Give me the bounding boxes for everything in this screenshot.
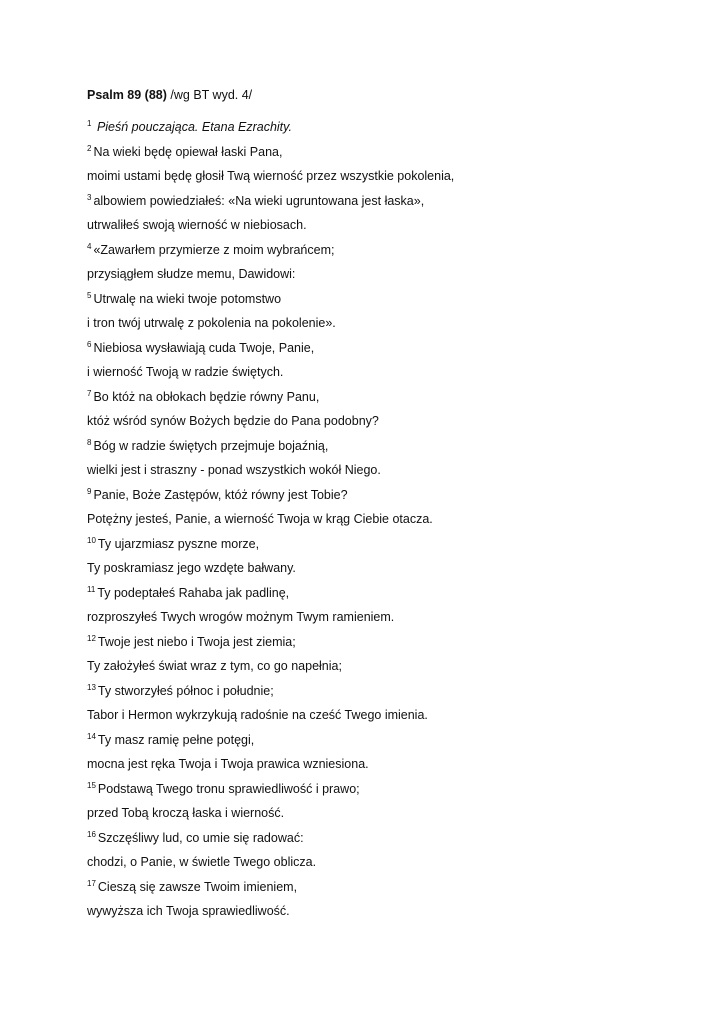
verse-text: Bóg w radzie świętych przejmuje bojaźnią, (93, 438, 329, 453)
verse-number: 8 (87, 437, 92, 447)
verse-line (87, 707, 687, 732)
verse-number: 2 (87, 143, 92, 153)
verse-text: Niebiosa wysławiają cuda Twoje, Panie, (93, 340, 315, 355)
verse-text: wywyższa ich Twoja sprawiedliwość. (87, 904, 290, 918)
title-translation-note: /wg BT wyd. 4/ (170, 88, 253, 102)
verse-line (87, 364, 687, 389)
verse-line (87, 585, 687, 610)
verse-text: i tron twój utrwalę z pokolenia na pokolenie». (87, 316, 336, 330)
verse-text: przysiągłem słudze memu, Dawidowi: (87, 267, 296, 281)
verse-number: 3 (87, 192, 92, 202)
verse-number: 12 (87, 633, 96, 643)
verse-line (87, 438, 687, 463)
verse-line (87, 168, 687, 193)
verse-text: mocna jest ręka Twoja i Twoja prawica wzniesiona. (87, 757, 369, 771)
verse-text: Ty założyłeś świat wraz z tym, co go napełnia; (87, 659, 342, 673)
verse-line (87, 340, 687, 365)
verse-line (87, 291, 687, 316)
verse-line (87, 217, 687, 242)
verse-number: 11 (87, 584, 96, 594)
verse-number: 1 (87, 119, 92, 128)
verse-text: Bo któż na obłokach będzie równy Panu, (93, 389, 320, 404)
verse-line (87, 413, 687, 438)
verse-text: Ty stworzyłeś północ i południe; (97, 683, 274, 698)
verse-text: chodzi, o Panie, w świetle Twego oblicza. (87, 855, 317, 869)
verse-number: 17 (87, 878, 96, 888)
verse-number: 10 (87, 535, 96, 545)
verse-text: Twoje jest niebo i Twoja jest ziemia; (97, 634, 296, 649)
verse-number: 13 (87, 682, 96, 692)
verse-text: albowiem powiedziałeś: «Na wieki ugruntowana jest łaska», (93, 193, 425, 208)
verse-line (87, 609, 687, 634)
verse-text: Tabor i Hermon wykrzykują radośnie na cześć Twego imienia. (87, 708, 428, 722)
verse-line (87, 634, 687, 659)
verse-text: Ty podeptałeś Rahaba jak padlinę, (97, 585, 290, 600)
verse-number: 5 (87, 290, 92, 300)
verse-line (87, 854, 687, 879)
verse-number: 15 (87, 780, 96, 790)
verse-text: Ty ujarzmiasz pyszne morze, (97, 536, 260, 551)
verse-text: Potężny jesteś, Panie, a wierność Twoja w krąg Ciebie otacza. (87, 512, 433, 526)
verse-line (87, 266, 687, 291)
title-psalm: Psalm 89 (88) (87, 88, 167, 102)
verse-text: Panie, Boże Zastępów, któż równy jest Tobie? (93, 487, 348, 502)
verse-text: «Zawarłem przymierze z moim wybrańcem; (93, 242, 335, 257)
verse-number: 14 (87, 731, 96, 741)
verse-line (87, 805, 687, 830)
verse-text: Podstawą Twego tronu sprawiedliwość i prawo; (97, 781, 360, 796)
verse-text: i wierność Twoją w radzie świętych. (87, 365, 284, 379)
verse-text: wielki jest i straszny - ponad wszystkich wokół Niego. (87, 463, 381, 477)
verse-text: Utrwalę na wieki twoje potomstwo (93, 291, 282, 306)
verse-line (87, 242, 687, 267)
verse-text: rozproszyłeś Twych wrogów możnym Twym ramieniem. (87, 610, 395, 624)
verse-line (87, 756, 687, 781)
verse-text: Cieszą się zawsze Twoim imieniem, (97, 879, 298, 894)
verse-line (87, 315, 687, 340)
verse-number: 4 (87, 241, 92, 251)
verse-line (87, 830, 687, 855)
verse-line (87, 658, 687, 683)
verse-line (87, 511, 687, 536)
verse-text: utrwaliłeś swoją wierność w niebiosach. (87, 218, 307, 232)
verse-line (87, 144, 687, 169)
verse-text: przed Tobą kroczą łaska i wierność. (87, 806, 285, 820)
verse-line (87, 732, 687, 757)
verse-line (87, 462, 687, 487)
document-title (87, 87, 252, 103)
verse-text: Pieśń pouczająca. Etana Ezrachity. (96, 120, 292, 134)
verse-text: Ty poskramiasz jego wzdęte bałwany. (87, 561, 296, 575)
verse-line (87, 560, 687, 585)
verse-line (87, 903, 687, 928)
verse-number: 6 (87, 339, 92, 349)
verse-line (87, 193, 687, 218)
verse-number: 16 (87, 829, 96, 839)
verse-line (87, 879, 687, 904)
verse-text: moimi ustami będę głosił Twą wierność przez wszystkie pokolenia, (87, 169, 455, 183)
verse-line (87, 536, 687, 561)
verse-line (87, 781, 687, 806)
verse-number: 9 (87, 486, 92, 496)
verse-line (87, 487, 687, 512)
verse-text: Szczęśliwy lud, co umie się radować: (97, 830, 304, 845)
verse-number: 7 (87, 388, 92, 398)
verse-line (87, 683, 687, 708)
psalm-text (87, 119, 687, 928)
verse-text: Na wieki będę opiewał łaski Pana, (93, 144, 283, 159)
verse-text: Ty masz ramię pełne potęgi, (97, 732, 255, 747)
verse-text: któż wśród synów Bożych będzie do Pana podobny? (87, 414, 379, 428)
verse-line (87, 119, 687, 144)
verse-line (87, 389, 687, 414)
